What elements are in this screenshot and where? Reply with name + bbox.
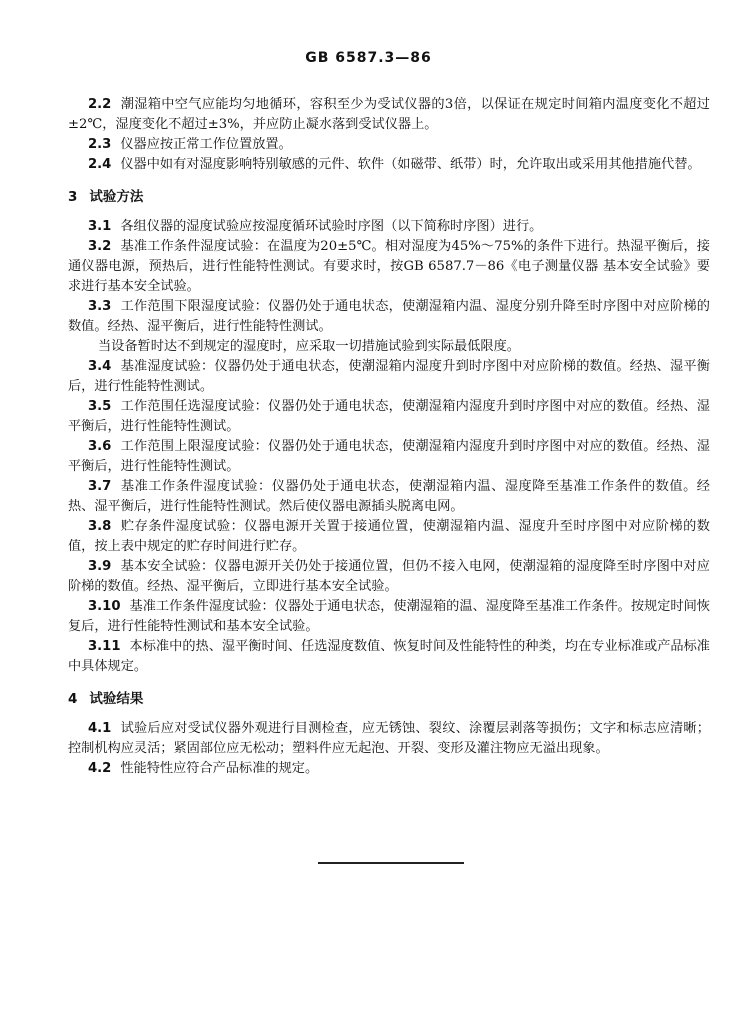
clause-3-8 [68,517,710,557]
clause-number: 2.2 [88,97,112,112]
clause-text: 潮湿箱中空气应能均匀地循环，容积至少为受试仪器的3倍，以保证在规定时间箱内温度变化不超过±2℃，湿度变化不超过±3%，并应防止凝水落到受试仪器上。 [68,97,710,132]
section-title: 试验方法 [89,189,144,205]
clause-number: 4.1 [88,721,112,736]
clause-4-2 [68,759,710,779]
clause-number: 3.8 [88,519,112,534]
clause-2-3 [68,135,710,155]
clause-text: 仪器应按正常工作位置放置。 [120,137,292,152]
clause-2-4 [68,155,710,175]
clause-text: 工作范围上限湿度试验：仪器仍处于通电状态，使潮湿箱内湿度升到时序图中对应的数值。经热、湿平衡后，进行性能特性测试。 [68,439,710,474]
clause-number: 3.5 [88,399,112,414]
clause-text: 性能特性应符合产品标准的规定。 [120,761,319,776]
clause-number: 3.7 [88,479,112,494]
clause-text: 基准工作条件湿度试验：在温度为20±5℃。相对湿度为45%～75%的条件下进行。热湿平衡后，接通仪器电源，预热后，进行性能特性测试。有要求时，按GB 6587.7－86《电子测量仪器 基本安全试验》要求进行基本安全试验。 [68,239,710,294]
clause-3-3 [68,297,710,337]
section-number: 3 [68,189,78,205]
clause-number: 2.4 [88,157,112,172]
clause-text: 各组仪器的湿度试验应按湿度循环试验时序图（以下简称时序图）进行。 [120,219,543,234]
clause-text: 基本安全试验：仪器电源开关仍处于接通位置，但仍不接入电网，使潮湿箱的湿度降至时序图中对应阶梯的数值。经热、湿平衡后，立即进行基本安全试验。 [68,559,710,594]
clause-number: 3.6 [88,439,112,454]
section-number: 4 [68,691,78,707]
clause-text: 基准工作条件湿度试验：仪器仍处于通电状态，使潮湿箱内温、湿度降至基准工作条件的数值。经热、湿平衡后，进行性能特性测试。然后使仪器电源插头脱离电网。 [68,479,710,514]
clause-text: 本标准中的热、湿平衡时间、任选湿度数值、恢复时间及性能特性的种类，均在专业标准或产品标准中具体规定。 [68,639,710,674]
clause-number: 3.2 [88,239,112,254]
clause-3-1 [68,217,710,237]
clause-number: 3.9 [88,559,112,574]
clause-3-9 [68,557,710,597]
clause-3-7 [68,477,710,517]
section-title: 试验结果 [89,691,144,707]
clause-number: 3.4 [88,359,112,374]
clause-2-2 [68,95,710,135]
clause-4-1 [68,719,710,759]
clause-3-11 [68,637,710,677]
clause-3-5 [68,397,710,437]
clause-number: 2.3 [88,137,112,152]
clause-3-4 [68,357,710,397]
clause-text: 基准工作条件湿度试验：仪器处于通电状态，使潮湿箱的温、湿度降至基准工作条件。按规定时间恢复后，进行性能特性测试和基本安全试验。 [68,599,710,634]
standard-code-header: GB 6587.3—86 [305,50,432,66]
clause-text: 试验后应对受试仪器外观进行目测检查，应无锈蚀、裂纹、涂覆层剥落等损伤；文字和标志应清晰；控制机构应灵活；紧固部位应无松动；塑料件应无起泡、开裂、变形及灌注物应无溢出现象。 [68,721,710,756]
section-heading-4 [68,689,710,709]
clause-3-10 [68,597,710,637]
document-body [68,95,710,779]
clause-text: 贮存条件湿度试验：仪器电源开关置于接通位置，使潮湿箱内温、湿度升至时序图中对应阶梯的数值，按上表中规定的贮存时间进行贮存。 [68,519,710,554]
end-rule [318,862,464,864]
clause-text: 工作范围任选湿度试验：仪器仍处于通电状态，使潮湿箱内湿度升到时序图中对应的数值。经热、湿平衡后，进行性能特性测试。 [68,399,710,434]
clause-text: 基准湿度试验：仪器仍处于通电状态，使潮湿箱内湿度升到时序图中对应阶梯的数值。经热、湿平衡后，进行性能特性测试。 [68,359,710,394]
clause-3-6 [68,437,710,477]
clause-number: 4.2 [88,761,112,776]
clause-number: 3.1 [88,219,112,234]
clause-3-3-note: 当设备暂时达不到规定的湿度时，应采取一切措施试验到实际最低限度。 [98,339,520,354]
clause-text: 仪器中如有对湿度影响特别敏感的元件、软件（如磁带、纸带）时，允许取出或采用其他措施代替。 [120,157,701,172]
clause-text: 工作范围下限湿度试验：仪器仍处于通电状态，使潮湿箱内温、湿度分别升降至时序图中对应阶梯的数值。经热、湿平衡后，进行性能特性测试。 [68,299,710,334]
clause-number: 3.3 [88,299,112,314]
section-heading-3 [68,187,710,207]
clause-number: 3.11 [88,639,121,654]
clause-3-2 [68,237,710,297]
clause-number: 3.10 [88,599,121,614]
